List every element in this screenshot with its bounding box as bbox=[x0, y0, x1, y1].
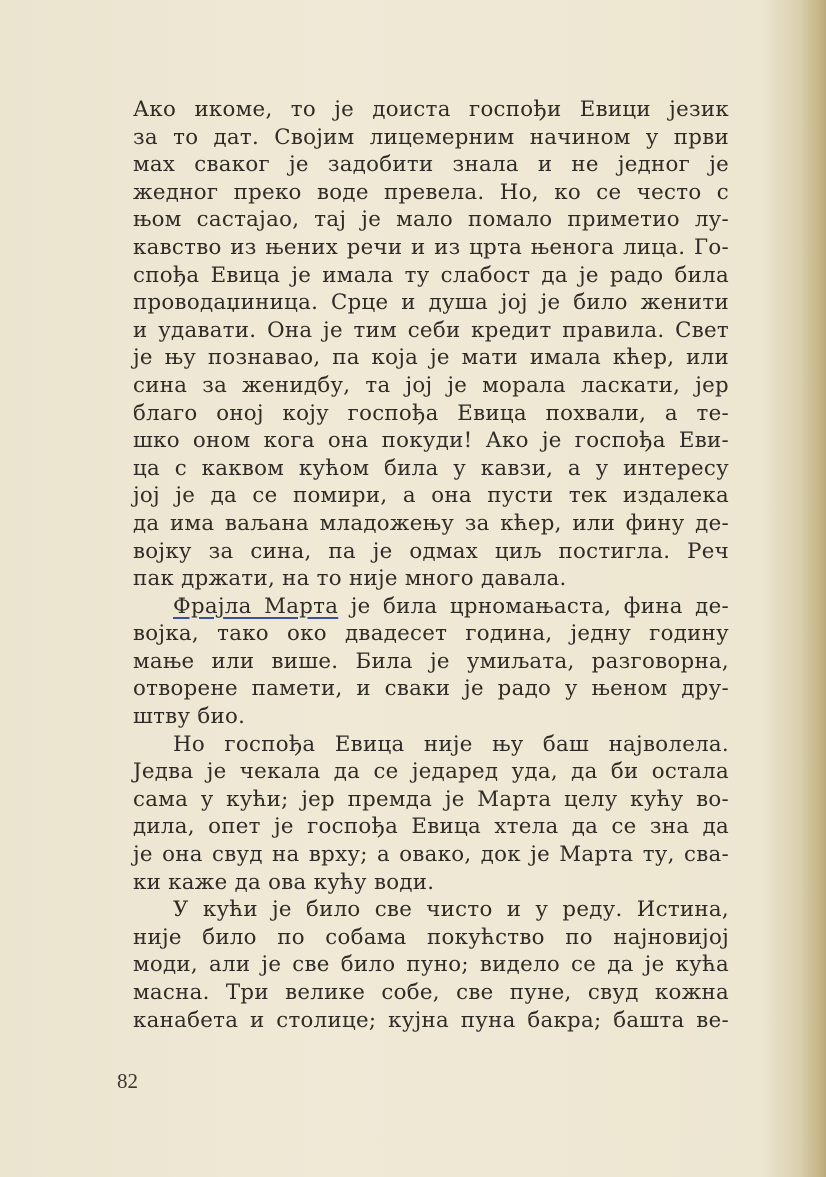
text-line: дила, опет је госпођа Евица хтела да се зна да bbox=[133, 814, 729, 840]
paragraph-4 bbox=[133, 896, 729, 1034]
text-line: њом састајао, тај је мало помало приметио лу- bbox=[133, 207, 729, 233]
text-line: ца с каквом кућом била у кавзи, а у интересу bbox=[133, 455, 729, 481]
text-line: проводаџиница. Срце и душа јој је било женити bbox=[133, 290, 729, 316]
text-line: штву био. bbox=[133, 704, 246, 730]
page-number: 82 bbox=[117, 1069, 138, 1093]
text-line: Но госпођа Евица није њу баш најволела. bbox=[173, 731, 729, 757]
text-line: војку за сина, па је одмах циљ постигла. Реч bbox=[133, 538, 729, 564]
text-line: кавство из њених речи и из црта њенога лица. Го- bbox=[133, 234, 729, 260]
text-line: отворене памети, и сваки је радо у њеном дру- bbox=[133, 676, 729, 702]
text-line: није било по собама покућство по најновијој bbox=[133, 924, 729, 950]
text-line: Једва је чекала да се једаред уда, да би остала bbox=[133, 759, 729, 785]
text-line: да има ваљана младожењу за кћер, или фину де- bbox=[133, 510, 729, 536]
text-line: моди, али је све било пуно; видело се да је кућа bbox=[133, 952, 729, 978]
page-edge-shadow bbox=[800, 0, 826, 1177]
text-line: је њу познавао, па која је мати имала кћер, или bbox=[133, 345, 729, 371]
text-line: је она свуд на врху; а овако, док је Марта ту, сва- bbox=[133, 842, 729, 868]
text-line: шко оном кога она покуди! Ако је госпођа Еви- bbox=[133, 428, 729, 454]
text-line: У кући је било све чисто и у реду. Истина, bbox=[173, 897, 729, 923]
text-line: војка, тако око двадесет година, једну годину bbox=[133, 621, 729, 647]
text-line-rest: је била црномањаста, фина де- bbox=[338, 593, 729, 619]
text-line: и удавати. Она је тим себи кредит правила. Свет bbox=[133, 317, 729, 343]
text-line: жедног преко воде превела. Но, ко се често с bbox=[133, 179, 729, 205]
paragraph-2 bbox=[133, 593, 729, 731]
text-line bbox=[133, 593, 729, 621]
text-line: пак држати, на то није много давала. bbox=[133, 566, 567, 592]
text-line: канабета и столице; кујна пуна бакра; башта ве- bbox=[133, 1007, 729, 1033]
text-line: јој је да се помири, а она пусти тек издалека bbox=[133, 483, 729, 509]
text-line: спођа Евица је имала ту слабост да је радо била bbox=[133, 262, 729, 288]
text-line: сама у кући; јер премда је Марта целу кућу во- bbox=[133, 786, 729, 812]
body-text bbox=[133, 96, 729, 1034]
text-line: мах сваког је задобити знала и не једног је bbox=[133, 152, 729, 178]
text-line: масна. Три велике собе, све пуне, свуд кожна bbox=[133, 980, 729, 1005]
text-line: мање или више. Била је умиљата, разговорна, bbox=[133, 648, 729, 674]
paragraph-3 bbox=[133, 731, 729, 897]
text-line: благо оној коју госпођа Евица похвали, а те- bbox=[133, 400, 729, 426]
text-line: за то дат. Својим лицемерним начином у први bbox=[133, 124, 729, 150]
text-line: Ако икоме, то је доиста госпођи Евици језик bbox=[133, 97, 729, 122]
text-line: ки каже да ова кућу води. bbox=[133, 869, 435, 895]
underlined-name: Фрајла Марта bbox=[173, 593, 339, 619]
text-line: сина за женидбу, та јој је морала ласкати, јер bbox=[133, 372, 729, 398]
paragraph-1 bbox=[133, 96, 729, 593]
